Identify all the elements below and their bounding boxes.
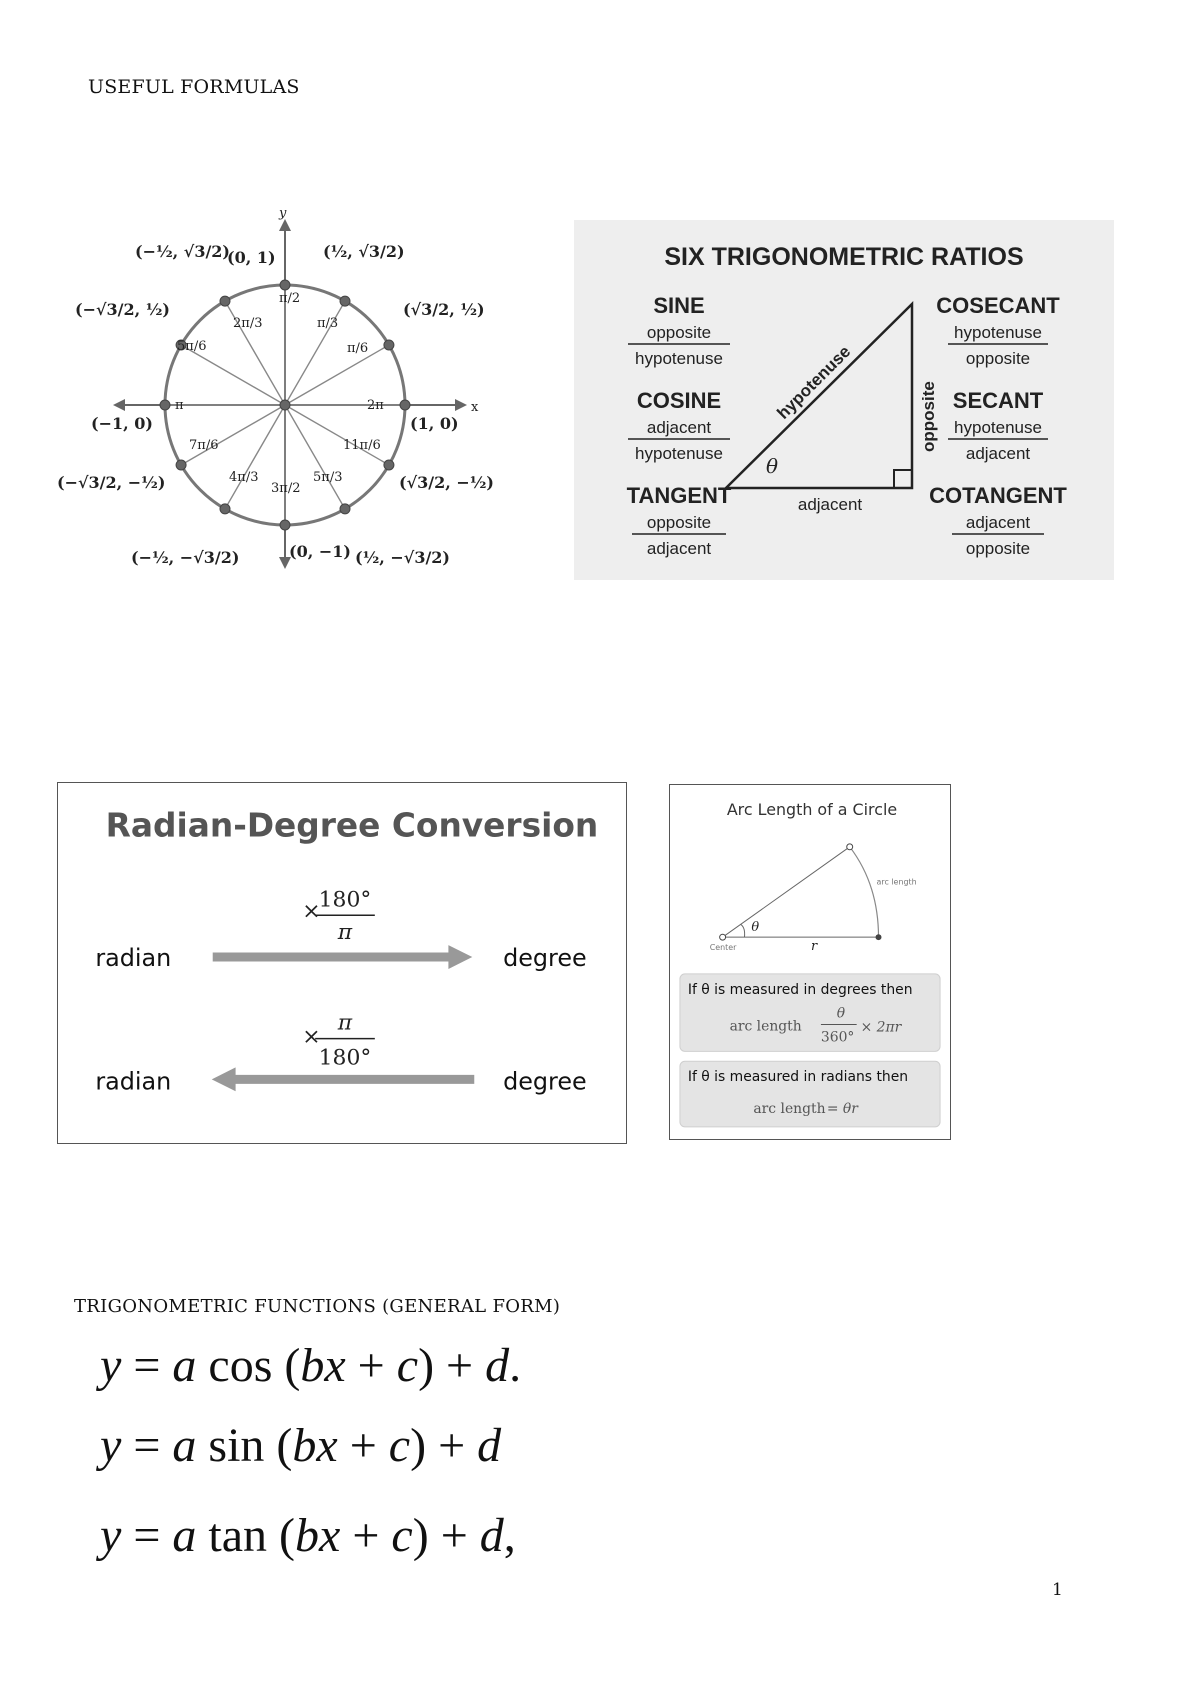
svg-text:SINE: SINE [653,293,705,318]
conv-times-2: × [302,1024,321,1050]
ratios-title: SIX TRIGONOMETRIC RATIOS [664,243,1024,271]
angle-5pi-6: 5π/6 [177,339,207,354]
unit-circle-point [384,460,394,470]
coord-q1-30: (√3/2, ½) [403,300,485,319]
ratio-cotangent [929,483,1067,558]
unit-circle-point [176,460,186,470]
arc-deg-num: θ [836,1005,846,1022]
svg-text:adjacent: adjacent [965,444,1031,463]
coord-q4-60: (½, −√3/2) [355,548,450,567]
arc-r-label: r [810,939,818,955]
svg-text:adjacent: adjacent [646,539,712,558]
conv-den-1: π [337,920,353,946]
coord-q2-60: (−½, √3/2) [135,242,230,261]
arc-side-label: arc length [876,877,917,887]
section-title: TRIGONOMETRIC FUNCTIONS (GENERAL FORM) [74,1296,561,1317]
angle-3pi-2: 3π/2 [271,481,301,496]
conversion-title: Radian-Degree Conversion [105,806,599,845]
svg-text:COTANGENT: COTANGENT [929,483,1067,508]
arc-deg-rhs: × 2πr [860,1019,902,1036]
arc-rad-rhs: = θr [826,1100,858,1117]
svg-text:opposite: opposite [965,539,1031,558]
unit-circle-ray [285,345,389,405]
axis-x-label: x [471,400,479,415]
axis-y-label: y [279,206,287,221]
unit-circle-point [340,296,350,306]
ratio-cosine [628,388,730,463]
arc-length-panel [669,784,951,1140]
svg-text:opposite: opposite [646,513,712,532]
angle-5pi-3: 5π/3 [313,470,343,485]
angle-2pi-3: 2π/3 [233,316,263,331]
svg-text:SECANT: SECANT [952,388,1044,413]
conv-to-2: degree [503,1067,587,1096]
triangle-hyp-label: hypotenuse [773,341,855,423]
unit-circle-diagram [55,205,495,585]
ratio-tangent [627,483,732,558]
origin-point [280,400,290,410]
conv-num-2: π [337,1010,353,1036]
angle-pi-3: π/3 [317,316,339,331]
point-0-1: (0, 1) [227,248,276,267]
svg-text:opposite: opposite [965,349,1031,368]
angle-pi-2: π/2 [279,291,301,306]
formula-tan: y = a tan (bx + c) + d, [100,1509,516,1562]
conv-num-1: 180° [318,887,372,913]
svg-text:TANGENT: TANGENT [626,483,732,508]
arc-title: Arc Length of a Circle [726,800,898,820]
triangle-angle-label: θ [766,454,779,478]
formula-sin: y = a sin (bx + c) + d [100,1419,502,1472]
trig-ratios-panel [574,220,1114,580]
page-number: 1 [1052,1580,1063,1600]
unit-circle-point [280,520,290,530]
conv-den-2: 180° [318,1045,372,1071]
angle-4pi-3: 4π/3 [229,470,259,485]
conv-from-2: radian [95,1067,172,1096]
ratio-secant [948,388,1048,463]
coord-q2-30: (−√3/2, ½) [75,300,170,319]
point-0-neg1: (0, −1) [289,542,351,561]
angle-2pi: 2π [367,398,384,413]
angle-pi: π [175,398,184,413]
arc-rad-line: If θ is measured in radians then [687,1069,909,1086]
unit-circle-point [160,400,170,410]
unit-circle-point [340,504,350,514]
coord-q3-60: (−½, −√3/2) [131,548,240,567]
coord-q4-30: (√3/2, −½) [399,473,494,492]
unit-circle-point [220,296,230,306]
arc-deg-den: 360° [820,1029,855,1046]
radian-degree-conversion [57,782,627,1144]
unit-circle-point [400,400,410,410]
page-title: USEFUL FORMULAS [88,76,300,98]
arc-deg-line: If θ is measured in degrees then [687,981,913,998]
angle-7pi-6: 7π/6 [189,438,219,453]
angle-pi-6: π/6 [347,341,369,356]
svg-text:COSINE: COSINE [636,388,722,413]
unit-circle-point [384,340,394,350]
unit-circle-point [220,504,230,514]
svg-text:hypotenuse: hypotenuse [954,418,1042,437]
ratio-sine [628,293,730,368]
conv-from-1: radian [95,943,172,972]
svg-text:COSECANT: COSECANT [936,293,1060,318]
arc-deg-lhs: arc length [729,1018,802,1035]
arc-theta: θ [751,920,760,936]
ratio-cosecant [936,293,1060,368]
conv-times-1: × [302,899,321,925]
angle-11pi-6: 11π/6 [343,438,381,453]
coord-q1-60: (½, √3/2) [323,242,405,261]
formula-cos: y = a cos (bx + c) + d. [100,1339,522,1392]
unit-circle-ray [181,345,285,405]
triangle-opp-label: opposite [919,381,938,452]
conv-to-1: degree [503,943,587,972]
unit-circle-ray [285,405,389,465]
arc-center-label: Center [709,943,737,953]
arc-rad-lhs: arc length [753,1100,826,1117]
svg-text:hypotenuse: hypotenuse [635,444,723,463]
svg-text:adjacent: adjacent [965,513,1031,532]
svg-text:hypotenuse: hypotenuse [954,323,1042,342]
svg-text:hypotenuse: hypotenuse [635,349,723,368]
triangle-adj-label: adjacent [797,495,863,514]
point-1-0: (1, 0) [410,414,459,433]
coord-q3-30: (−√3/2, −½) [57,473,166,492]
point-neg1-0: (−1, 0) [91,414,153,433]
unit-circle-ray [181,405,285,465]
svg-text:adjacent: adjacent [646,418,712,437]
svg-text:opposite: opposite [646,323,712,342]
unit-circle-point [280,280,290,290]
